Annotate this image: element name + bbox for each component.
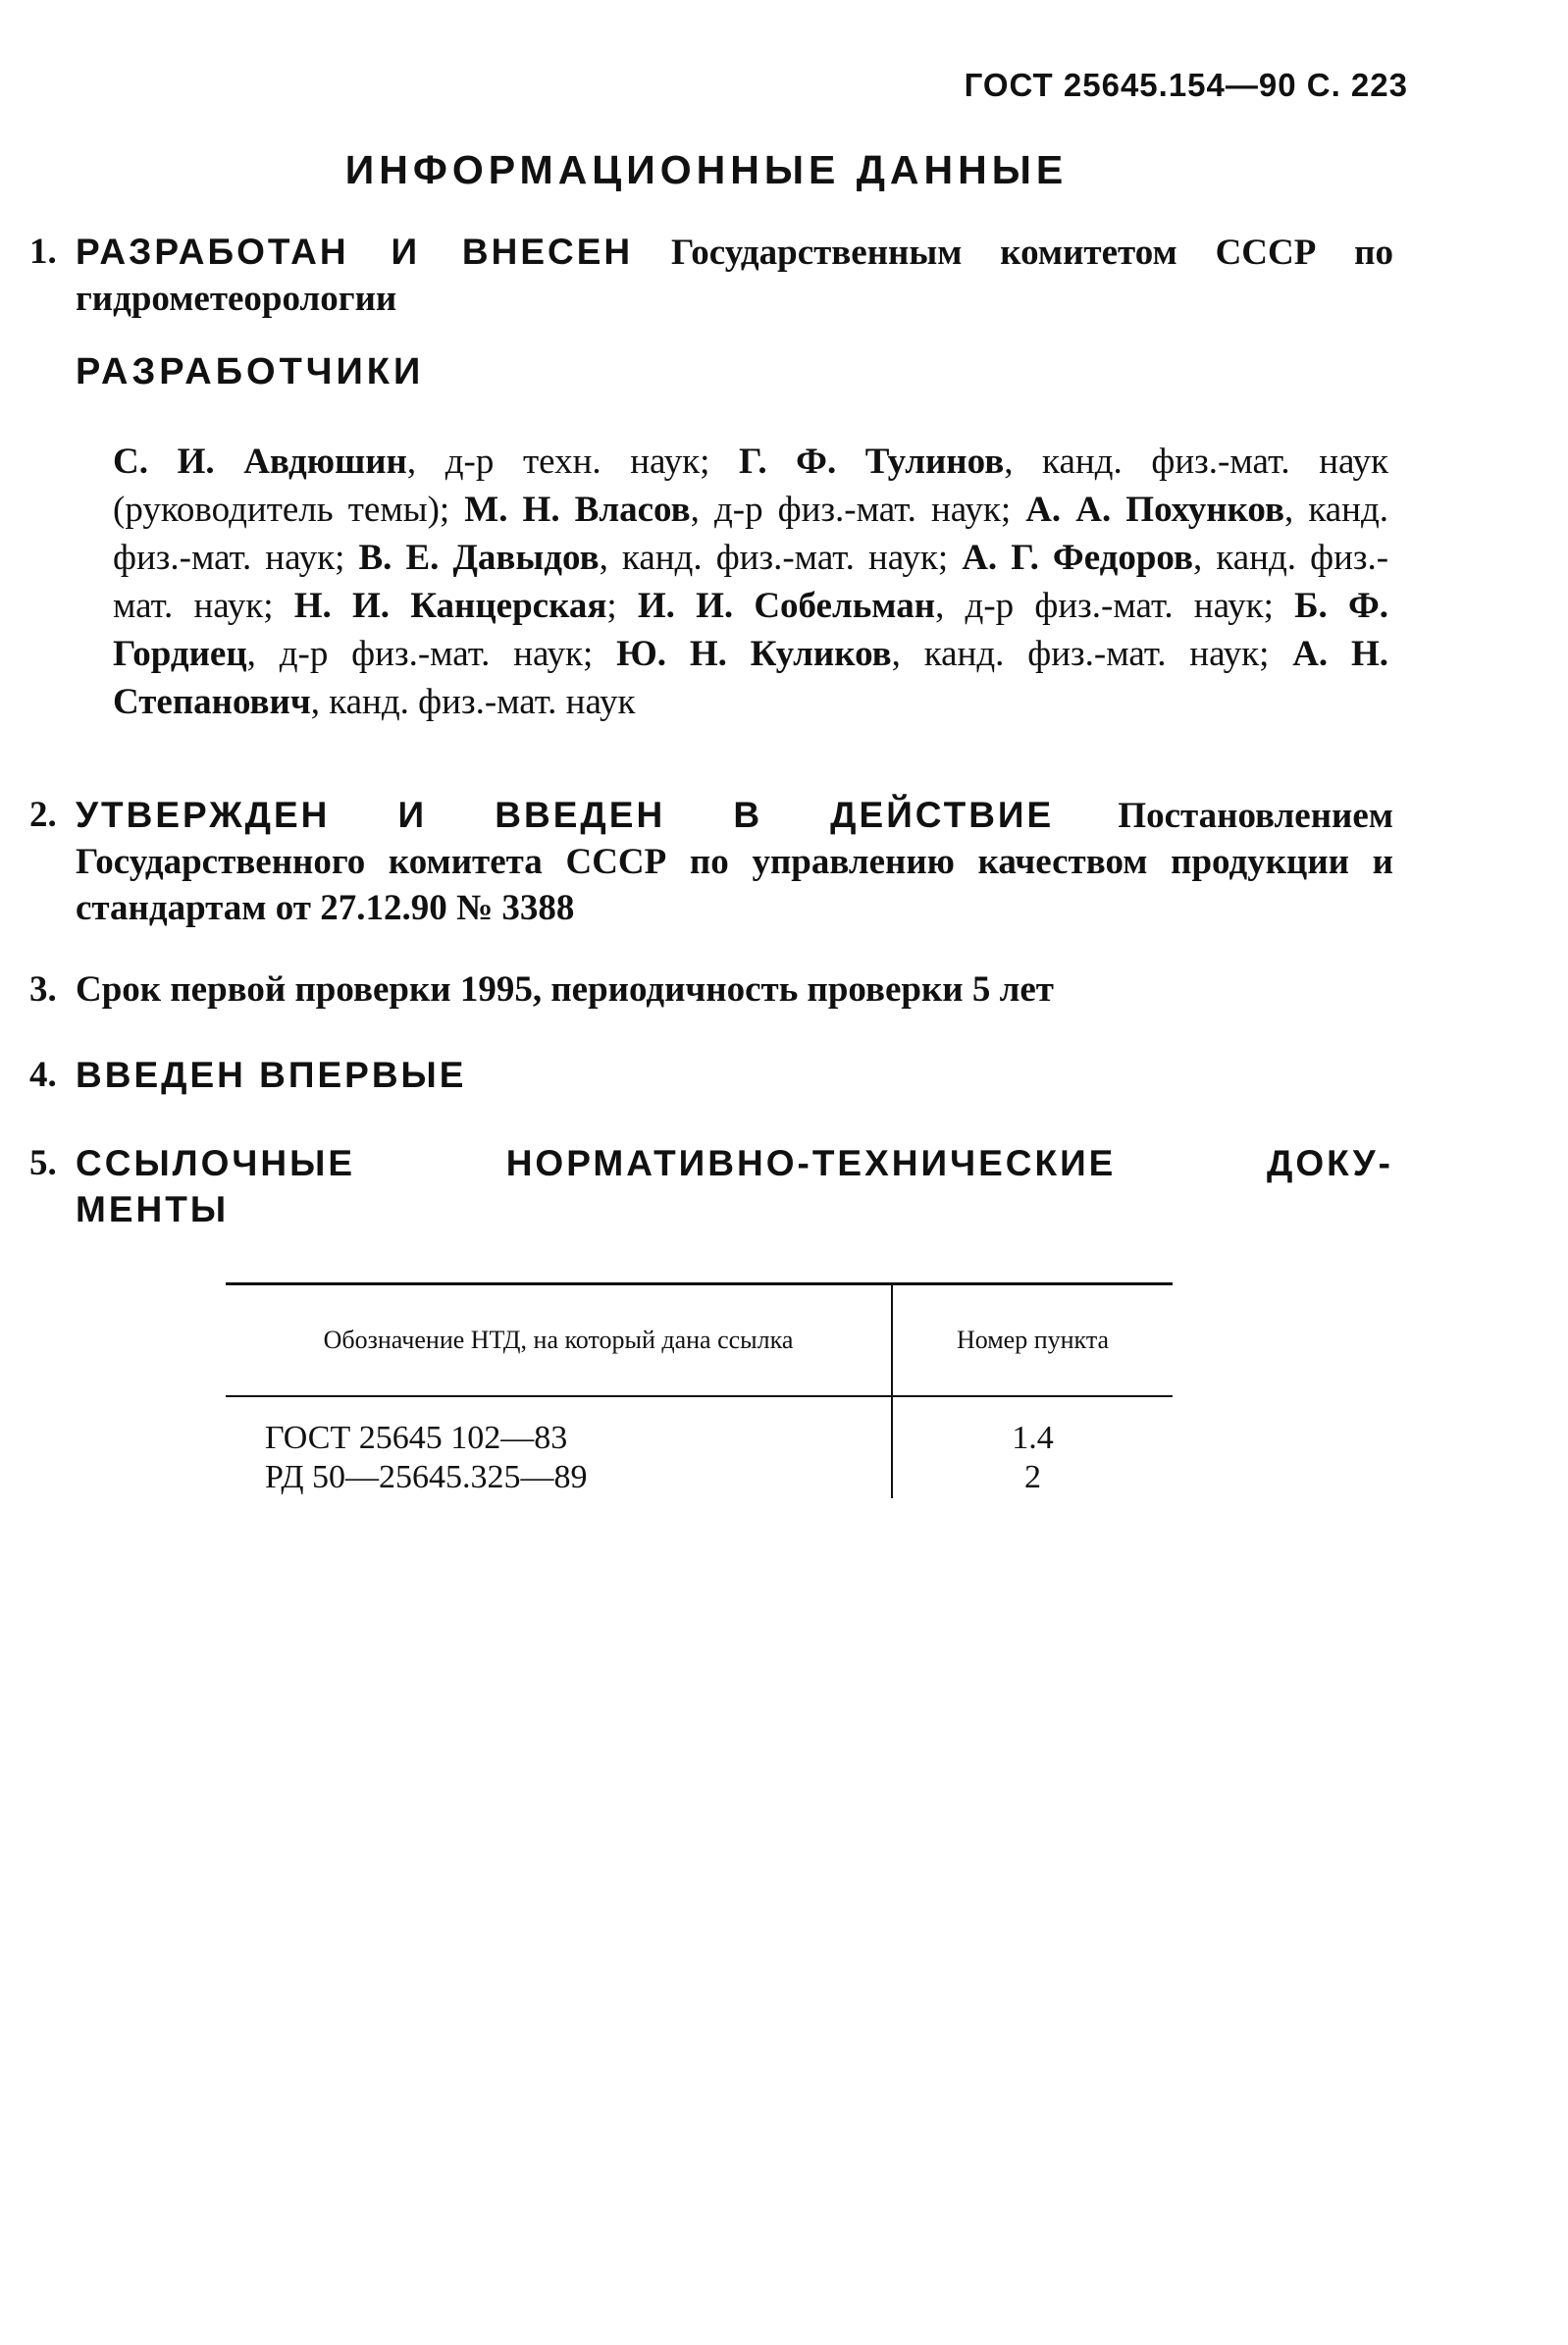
developer-role: канд. физ.-мат. наук [113, 538, 1389, 626]
developer-name: В. Е. Давыдов [358, 538, 600, 578]
developer-role: канд. физ.-мат. наук [113, 490, 1389, 578]
developer-name: С. И. Авдюшин [113, 442, 407, 482]
developer-name: Б. Ф. Гордиец [113, 586, 1389, 674]
developers-list: С. И. Авдюшин, д-р техн. наук; Г. Ф. Тулинов, канд. физ.-мат. наук (руководитель темы); М. Н. Власов, д-р физ.-мат. наук; А. А. Похунков, канд. физ.-мат. наук; В. Е. Давыдов, канд. физ.-мат. наук; А. Г. Федоров, канд. физ.-мат. наук; Н. И. Канцерская; И. И. Собельман, д-р физ.-мат. наук; Б. Ф. Гордиец, д-р физ.-мат. наук; Ю. Н. Куликов, канд. физ.-мат. наук; А. Н. Степанович, канд. физ.-мат. наук [113, 442, 1389, 722]
developer-role: канд. физ.-мат. наук [621, 538, 938, 578]
section-2 [29, 792, 1393, 931]
reference-item-number: 1.4 [1012, 1420, 1054, 1456]
references-table [226, 1282, 1173, 1498]
section-4 [29, 1052, 1393, 1099]
section-heading: ВВЕДЕН ВПЕРВЫЕ [76, 1055, 467, 1095]
section-3 [29, 966, 1393, 1013]
column-header-item: Номер пункта [892, 1284, 1173, 1397]
section-number: 1. [29, 232, 57, 272]
section-heading-word: НОРМАТИВНО-ТЕХНИЧЕСКИЕ [505, 1143, 1117, 1183]
table-row [226, 1396, 1173, 1498]
section-1 [29, 229, 1393, 322]
section-number: 2. [29, 795, 57, 835]
section-text: Срок первой проверки 1995, периодичность проверки 5 лет [76, 969, 1054, 1010]
developer-name: Н. И. Канцерская [293, 586, 607, 626]
section-text: Государственным комитетом СССР по гидрометеорологии [76, 233, 1393, 319]
section-text: Постановлением Государственного комитета СССР по управлению качеством продукции и стандартам от 27.12.90 № 3388 [76, 796, 1393, 928]
section-heading-word: ССЫЛОЧНЫЕ [76, 1143, 356, 1183]
section-number: 5. [29, 1143, 57, 1183]
document-title: ИНФОРМАЦИОННЫЕ ДАННЫЕ [344, 147, 1069, 192]
column-header-document: Обозначение НТД, на который дана ссылка [323, 1326, 794, 1354]
section-heading: УТВЕРЖДЕН И ВВЕДЕН В ДЕЙСТВИЕ [76, 795, 1055, 835]
section-heading-continuation: МЕНТЫ [76, 1189, 230, 1229]
cell-item [892, 1396, 1173, 1498]
developers-heading: РАЗРАБОТЧИКИ [76, 351, 425, 392]
developer-name: И. И. Собельман [637, 586, 936, 626]
reference-item-number: 2 [1024, 1459, 1041, 1495]
developer-name: А. А. Похунков [1025, 490, 1284, 530]
developer-role: д-р физ.-мат. наук [279, 634, 584, 674]
developer-role: д-р физ.-мат. наук [713, 490, 1001, 530]
developer-name: А. Н. Степанович [113, 634, 1388, 722]
table-header-row [226, 1284, 1173, 1397]
developer-role: д-р техн. наук [444, 442, 701, 482]
developer-name: М. Н. Власов [464, 490, 691, 530]
developer-role: канд. физ.-мат. наук [329, 682, 636, 722]
developer-name: А. Г. Федоров [962, 538, 1193, 578]
reference-document: РД 50—25645.325—89 [265, 1459, 588, 1495]
standard-code: ГОСТ 25645.154—90 [964, 67, 1297, 103]
section-number: 3. [29, 969, 57, 1010]
developer-role: канд. физ.-мат. наук [923, 634, 1260, 674]
section-number: 4. [29, 1055, 57, 1095]
developer-name: Г. Ф. Тулинов [738, 442, 1005, 482]
section-heading-word: ДОКУ- [1267, 1143, 1393, 1183]
page-number: С. 223 [1306, 67, 1408, 103]
developer-role: канд. физ.-мат. наук (руководитель темы) [113, 442, 1389, 530]
section-5 [29, 1140, 1393, 1232]
developer-name: Ю. Н. Куликов [616, 634, 892, 674]
cell-document [226, 1396, 892, 1498]
section-heading: РАЗРАБОТАН И ВНЕСЕН [76, 232, 634, 272]
page-header [965, 67, 1408, 104]
reference-document: ГОСТ 25645 102—83 [265, 1420, 568, 1456]
developer-role: д-р физ.-мат. наук [965, 586, 1264, 626]
